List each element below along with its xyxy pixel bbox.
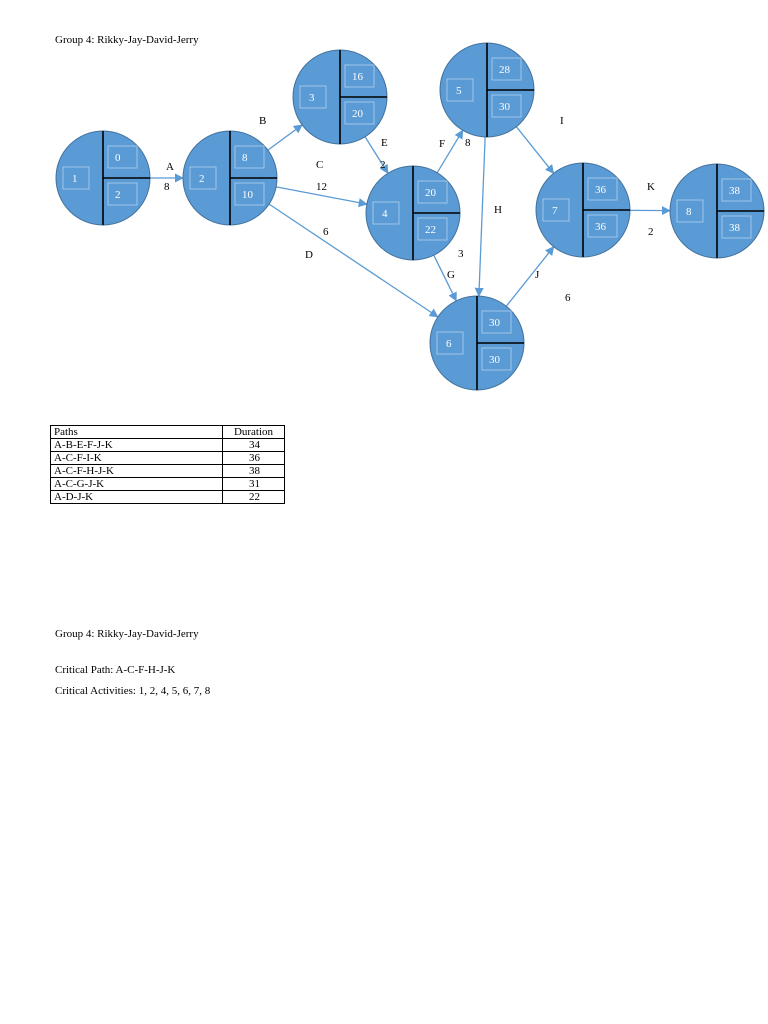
node-early-start: 38 [729, 185, 740, 197]
node-id: 6 [446, 338, 452, 350]
node-early-start: 28 [499, 64, 510, 76]
duration-label: 8 [164, 181, 170, 193]
path-cell: A-C-F-H-J-K [51, 465, 223, 478]
duration-header: Duration [223, 426, 285, 439]
table-header-row [51, 426, 285, 439]
node-2 [183, 131, 277, 225]
node-3 [293, 50, 387, 144]
table-row [51, 491, 285, 504]
node-early-start: 30 [489, 317, 500, 329]
duration-cell: 36 [223, 452, 285, 465]
edge-b [268, 125, 302, 150]
node-id: 1 [72, 173, 78, 185]
node-early-start: 36 [595, 184, 606, 196]
node-early-start: 0 [115, 152, 121, 164]
node-early-finish: 38 [729, 222, 740, 234]
duration-label: 2 [380, 159, 386, 171]
path-cell: A-C-G-J-K [51, 478, 223, 491]
duration-cell: 38 [223, 465, 285, 478]
network-diagram [0, 0, 768, 400]
paths-table [50, 425, 285, 504]
activity-label: I [560, 115, 564, 127]
path-cell: A-B-E-F-J-K [51, 439, 223, 452]
node-id: 5 [456, 85, 462, 97]
edge-f [437, 130, 463, 172]
edge-i [516, 127, 553, 174]
activity-label: H [494, 204, 502, 216]
duration-cell: 34 [223, 439, 285, 452]
duration-label: 6 [565, 292, 571, 304]
activity-label: J [535, 269, 540, 281]
critical-activities: Critical Activities: 1, 2, 4, 5, 6, 7, 8 [55, 685, 211, 697]
activity-label: B [259, 115, 267, 127]
node-id: 7 [552, 205, 558, 217]
node-early-finish: 22 [425, 224, 436, 236]
node-6 [430, 296, 524, 390]
node-early-finish: 30 [489, 354, 500, 366]
table-row [51, 439, 285, 452]
duration-label: 2 [648, 226, 654, 238]
path-cell: A-D-J-K [51, 491, 223, 504]
activity-label: K [647, 181, 655, 193]
node-id: 3 [309, 92, 315, 104]
paths-header: Paths [51, 426, 223, 439]
duration-label: 3 [458, 248, 464, 260]
table-row [51, 478, 285, 491]
activity-label: F [439, 138, 446, 150]
critical-path: Critical Path: A-C-F-H-J-K [55, 664, 176, 676]
node-id: 2 [199, 173, 205, 185]
activity-label: D [305, 249, 313, 261]
activity-label: G [447, 269, 455, 281]
activity-label: A [166, 161, 174, 173]
edge-h [479, 137, 485, 296]
duration-cell: 31 [223, 478, 285, 491]
node-7 [536, 163, 630, 257]
node-early-start: 20 [425, 187, 436, 199]
node-early-finish: 10 [242, 189, 253, 201]
table-row [51, 465, 285, 478]
node-1 [56, 131, 150, 225]
node-early-start: 8 [242, 152, 248, 164]
node-id: 4 [382, 208, 388, 220]
node-early-finish: 36 [595, 221, 606, 233]
duration-label: 6 [323, 226, 329, 238]
duration-label: 12 [316, 181, 327, 193]
node-id: 8 [686, 206, 692, 218]
node-early-start: 16 [352, 71, 363, 83]
node-early-finish: 30 [499, 101, 510, 113]
activity-label: E [381, 137, 388, 149]
node-4 [366, 166, 460, 260]
duration-label: 8 [465, 137, 471, 149]
node-early-finish: 20 [352, 108, 363, 120]
path-cell: A-C-F-I-K [51, 452, 223, 465]
summary-group: Group 4: Rikky-Jay-David-Jerry [55, 628, 199, 640]
edge-j [506, 247, 553, 306]
activity-label: C [316, 159, 324, 171]
node-8 [670, 164, 764, 258]
page-header: Group 4: Rikky-Jay-David-Jerry [55, 34, 199, 46]
node-5 [440, 43, 534, 137]
node-early-finish: 2 [115, 189, 121, 201]
duration-cell: 22 [223, 491, 285, 504]
table-row [51, 452, 285, 465]
